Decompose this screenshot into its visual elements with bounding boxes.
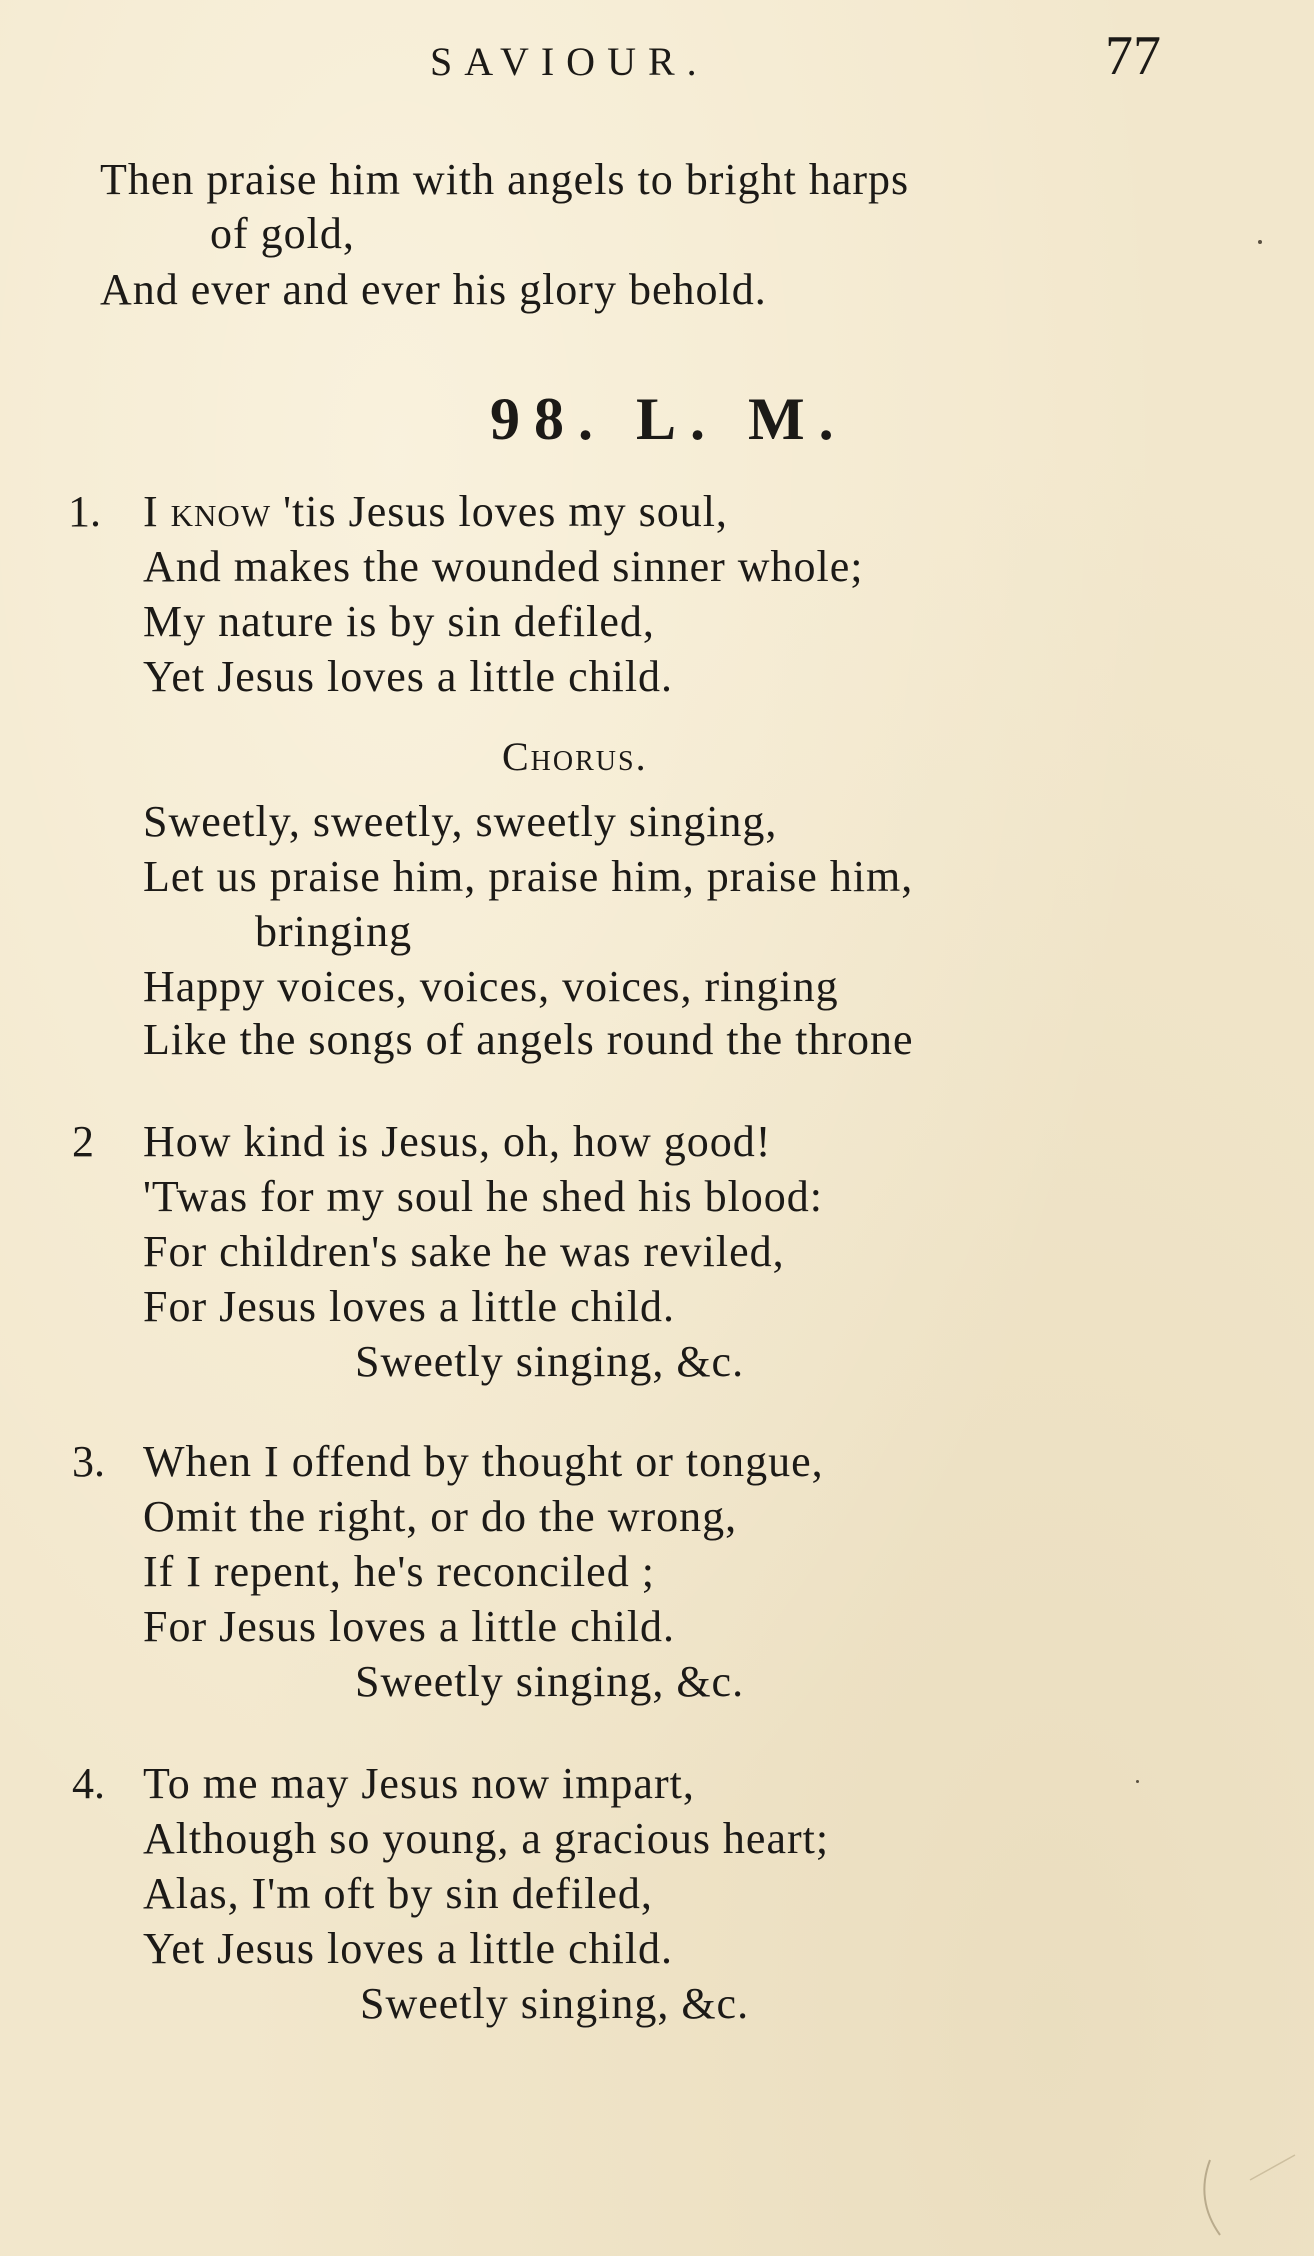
page-number: 77 — [1105, 25, 1161, 87]
ink-speck — [1136, 1780, 1139, 1783]
page-crease-mark — [1190, 2150, 1300, 2250]
verse-2-line-1: How kind is Jesus, oh, how good! — [143, 1117, 772, 1166]
ink-speck — [1258, 240, 1262, 244]
verse-1-first-word: I — [143, 487, 159, 536]
chorus-line-3: bringing — [255, 907, 413, 956]
verse-4-line-2: Although so young, a gracious heart; — [143, 1814, 830, 1863]
verse-1-first-line-rest: 'tis Jesus loves my soul, — [271, 487, 728, 536]
verse-number-1: 1. — [68, 487, 101, 536]
chorus-heading: Chorus. — [502, 734, 648, 779]
verse-4-line-3: Alas, I'm oft by sin defiled, — [143, 1869, 653, 1918]
verse-3-line-4: For Jesus loves a little child. — [143, 1602, 676, 1651]
verse-2-line-2: 'Twas for my soul he shed his blood: — [143, 1172, 824, 1221]
verse-1-line-4: Yet Jesus loves a little child. — [143, 652, 674, 701]
previous-hymn-line-2: of gold, — [210, 209, 355, 258]
hymn-heading: 98. L. M. — [490, 386, 848, 452]
verse-4-line-4: Yet Jesus loves a little child. — [143, 1924, 674, 1973]
verse-1-first-words-caps: know — [170, 487, 272, 536]
verse-4-line-1: To me may Jesus now impart, — [143, 1759, 695, 1808]
verse-1-line-3: My nature is by sin defiled, — [143, 597, 655, 646]
chorus-line-4: Happy voices, voices, voices, ringing — [143, 962, 839, 1011]
verse-1-line-2: And makes the wounded sinner whole; — [143, 542, 864, 591]
verse-number-2: 2 — [72, 1117, 94, 1166]
verse-number-4: 4. — [72, 1759, 105, 1808]
verse-2-refrain: Sweetly singing, &c. — [355, 1337, 745, 1386]
verse-3-refrain: Sweetly singing, &c. — [355, 1657, 745, 1706]
verse-2-line-4: For Jesus loves a little child. — [143, 1282, 676, 1331]
verse-1-line-1 — [143, 487, 728, 536]
verse-3-line-2: Omit the right, or do the wrong, — [143, 1492, 738, 1541]
chorus-line-5: Like the songs of angels round the throne — [143, 1015, 914, 1064]
verse-4-refrain: Sweetly singing, &c. — [360, 1979, 750, 2028]
previous-hymn-line-1: Then praise him with angels to bright harps — [100, 155, 910, 204]
chorus-line-1: Sweetly, sweetly, sweetly singing, — [143, 797, 778, 846]
verse-number-3: 3. — [72, 1437, 105, 1486]
running-title: SAVIOUR. — [430, 39, 709, 84]
verse-2-line-3: For children's sake he was reviled, — [143, 1227, 785, 1276]
verse-3-line-3: If I repent, he's reconciled ; — [143, 1547, 655, 1596]
previous-hymn-line-3: And ever and ever his glory behold. — [100, 265, 767, 314]
chorus-line-2: Let us praise him, praise him, praise him, — [143, 852, 914, 901]
verse-3-line-1: When I offend by thought or tongue, — [143, 1437, 824, 1486]
